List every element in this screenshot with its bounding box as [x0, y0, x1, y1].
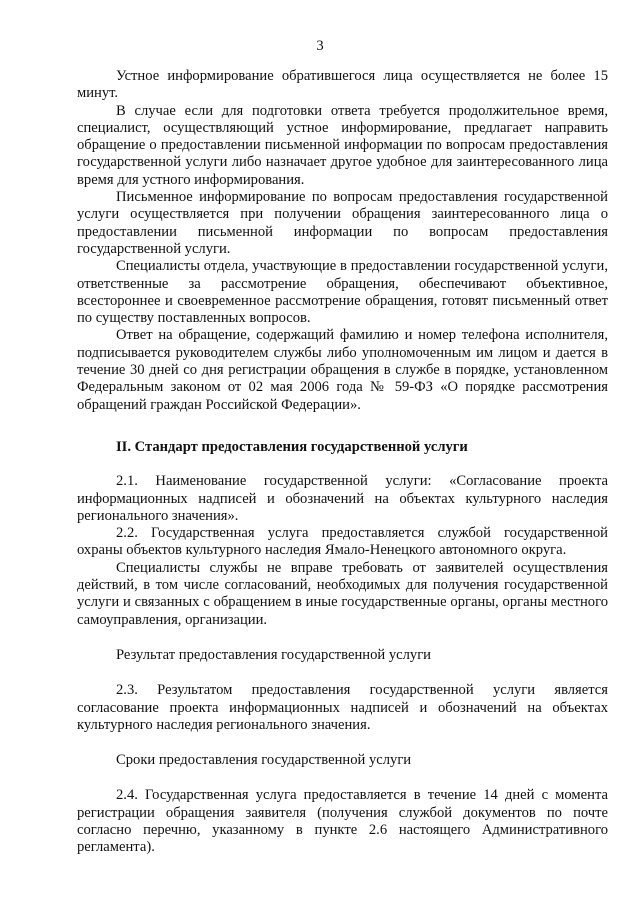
- paragraph-oral-informing: Устное информирование обратившегося лица осуществляется не более 15 минут.: [77, 68, 608, 102]
- paragraph-2-3: 2.3. Результатом предоставления государственной услуги является согласование проекта информационных надписей и обозначений на объектах культурного наследия регионального значения.: [77, 682, 608, 733]
- subtitle-result: Результат предоставления государственной услуги: [116, 646, 431, 663]
- subtitle-terms: Сроки предоставления государственной услуги: [116, 752, 412, 769]
- paragraph-2-2: 2.2. Государственная услуга предоставляется службой государственной охраны объектов культурного наследия Ямало-Ненецкого автономного округа.: [77, 525, 608, 559]
- paragraph-2-4: 2.4. Государственная услуга предоставляется в течение 14 дней с момента регистрации обращения заявителя (получения службой документов по почте согласно перечню, указанному в пункте 2.6 настоящего Административного регламента).: [77, 787, 608, 856]
- paragraph-department-specialists: Специалисты отдела, участвующие в предоставлении государственной услуги, ответственные за рассмотрение обращения, обеспечивают объективное, всестороннее и своевременное рассмотрение обращения, готовят письменный ответ по существу поставленных вопросов.: [77, 258, 608, 327]
- paragraph-service-specialists: Специалисты службы не вправе требовать от заявителей осуществления действий, в том числе согласований, необходимых для получения государственной услуги и связанных с обращением в иные государственные органы, органы местного самоуправления, организации.: [77, 559, 608, 628]
- paragraph-long-answer: В случае если для подготовки ответа требуется продолжительное время, специалист, осуществляющий устное информирование, предлагает направить обращение о предоставлении письменной информации по вопросам предоставления государственной услуги либо назначает другое удобное для заинтересованного лица время для устного информирования.: [77, 102, 608, 188]
- page-number: 3: [316, 38, 324, 54]
- section-title: II. Стандарт предоставления государственной услуги: [116, 438, 468, 455]
- paragraph-written-informing: Письменное информирование по вопросам предоставления государственной услуги осуществляется при получении обращения заинтересованного лица о предоставлении письменной информации по вопросам предоставления государственной услуги.: [77, 189, 608, 257]
- paragraph-2-1: 2.1. Наименование государственной услуги: «Согласование проекта информационных надписей и обозначений на объектах культурного наследия регионального значения».: [77, 473, 608, 524]
- document-body: [77, 68, 608, 857]
- paragraph-answer-signing: Ответ на обращение, содержащий фамилию и номер телефона исполнителя, подписывается руководителем службы либо уполномоченным им лицом и дается в течение 30 дней со дня регистрации обращения в службе в порядке, установленном Федеральным законом от 02 мая 2006 года № 59-ФЗ «О порядке рассмотрения обращений граждан Российской Федерации».: [77, 327, 608, 413]
